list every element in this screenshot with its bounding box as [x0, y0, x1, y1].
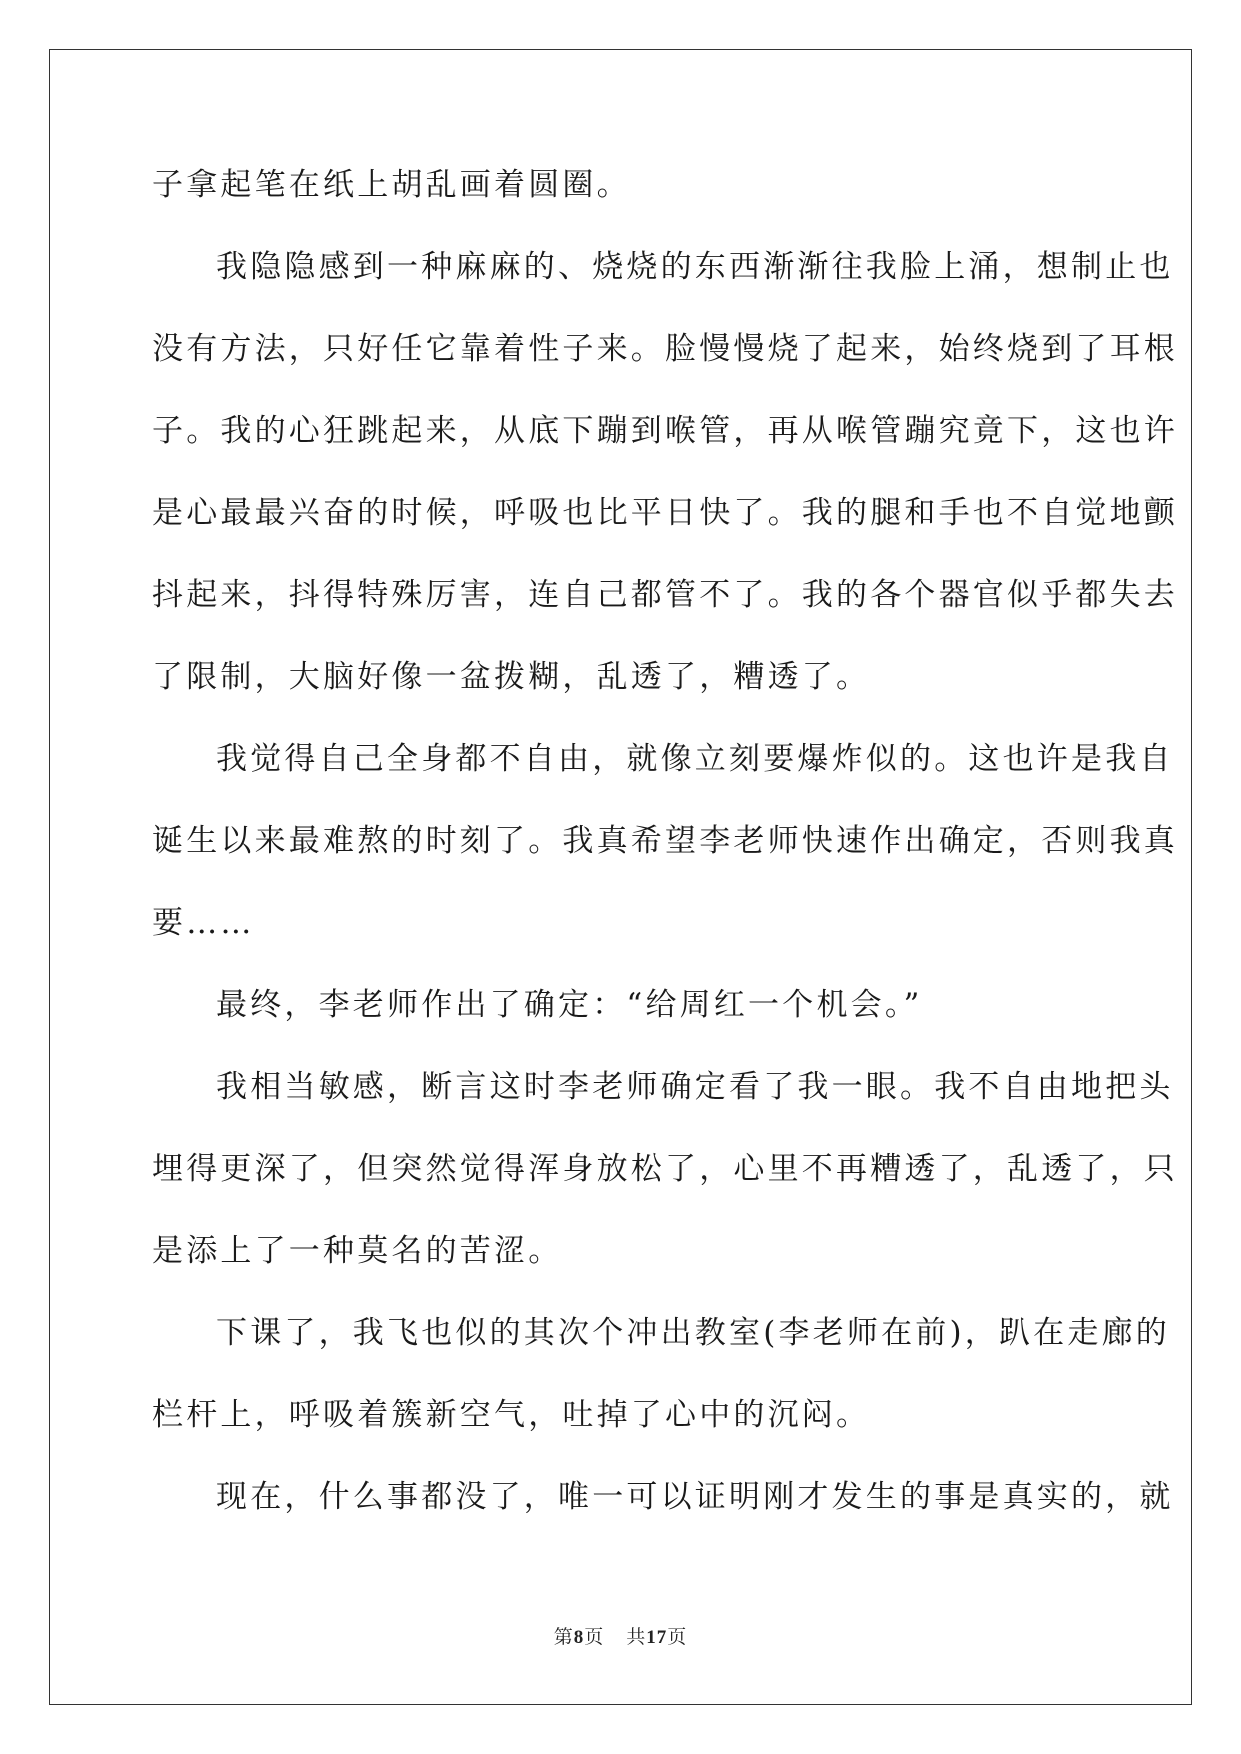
total-pages-number: 17 [646, 1627, 668, 1648]
text-line: 最终，李老师作出了确定：“给周红一个机会。” [216, 987, 923, 1023]
total-prefix: 共 [626, 1626, 647, 1648]
text-line: 是心最最兴奋的时候，呼吸也比平日快了。我的腿和手也不自觉地颤 [152, 495, 1178, 531]
text-line: 栏杆上，呼吸着簇新空气，吐掉了心中的沉闷。 [152, 1397, 871, 1433]
text-line: 没有方法，只好任它靠着性子来。脸慢慢烧了起来，始终烧到了耳根 [152, 331, 1178, 367]
text-line: 子拿起笔在纸上胡乱画着圆圈。 [152, 167, 631, 203]
text-line: 现在，什么事都没了，唯一可以证明刚才发生的事是真实的，就 [216, 1479, 1174, 1515]
text-line: 埋得更深了，但突然觉得浑身放松了，心里不再糟透了，乱透了，只 [152, 1151, 1178, 1187]
text-line: 要…… [152, 905, 255, 941]
total-suffix: 页 [667, 1626, 688, 1648]
text-line: 诞生以来最难熬的时刻了。我真希望李老师快速作出确定，否则我真 [152, 823, 1178, 859]
text-line: 下课了，我飞也似的其次个冲出教室(李老师在前)，趴在走廊的 [216, 1315, 1170, 1351]
page-suffix: 页 [584, 1626, 605, 1648]
text-line: 抖起来，抖得特殊厉害，连自己都管不了。我的各个器官似乎都失去 [152, 577, 1178, 613]
page-prefix: 第 [553, 1626, 574, 1648]
document-body [152, 158, 1178, 1552]
text-line: 了限制，大脑好像一盆拨糊，乱透了，糟透了。 [152, 659, 871, 695]
page-footer [0, 1622, 1241, 1649]
current-page-number: 8 [573, 1627, 585, 1648]
text-line: 是添上了一种莫名的苦涩。 [152, 1233, 563, 1269]
text-line: 我隐隐感到一种麻麻的、烧烧的东西渐渐往我脸上涌，想制止也 [216, 249, 1174, 285]
text-line: 我相当敏感，断言这时李老师确定看了我一眼。我不自由地把头 [216, 1069, 1174, 1105]
text-line: 我觉得自己全身都不自由，就像立刻要爆炸似的。这也许是我自 [216, 741, 1174, 777]
text-line: 子。我的心狂跳起来，从底下蹦到喉管，再从喉管蹦究竟下，这也许 [152, 413, 1178, 449]
